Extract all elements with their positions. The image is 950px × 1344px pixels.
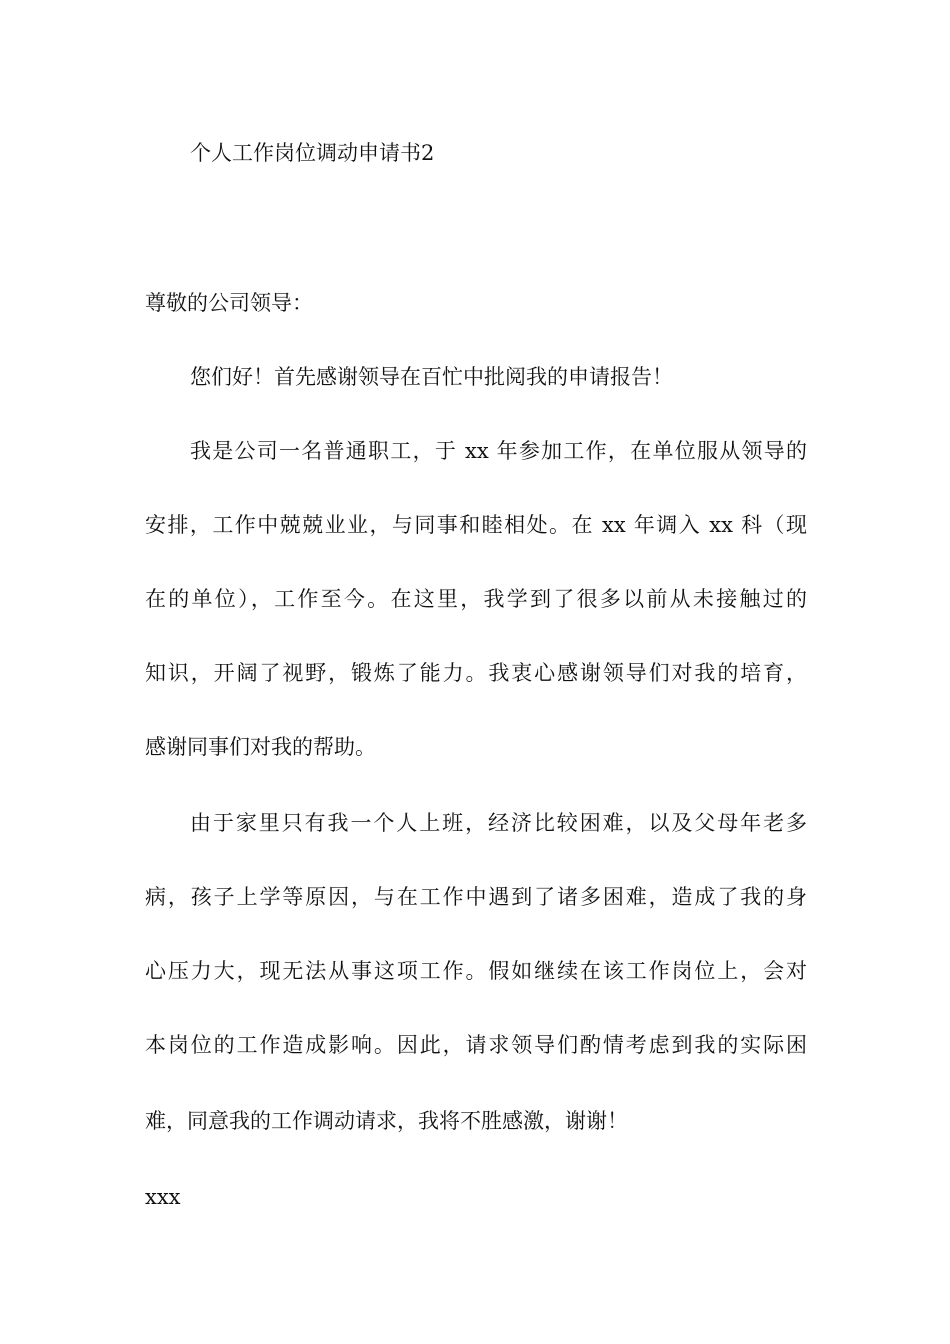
paragraph-line: 您们好！首先感谢领导在百忙中批阅我的申请报告！ [190,365,673,389]
paragraph-line: 难，同意我的工作调动请求，我将不胜感激，谢谢！ [145,1109,628,1133]
document-title: 个人工作岗位调动申请书2 [190,141,435,165]
paragraph-line: 知识，开阔了视野，锻炼了能力。我衷心感谢领导们对我的培育， [145,661,807,685]
paragraph-line: 安排，工作中兢兢业业，与同事和睦相处。在 xx 年调入 xx 科（现 [145,513,807,537]
paragraph-line: 感谢同事们对我的帮助。 [145,735,376,759]
paragraph-line: 我是公司一名普通职工，于 xx 年参加工作，在单位服从领导的 [190,439,807,463]
salutation: 尊敬的公司领导： [145,291,313,315]
paragraph-line: 本岗位的工作造成影响。因此，请求领导们酌情考虑到我的实际困 [145,1033,807,1057]
paragraph-line: 在的单位），工作至今。在这里，我学到了很多以前从未接触过的 [145,587,807,611]
paragraph-line: 病，孩子上学等原因，与在工作中遇到了诸多困难，造成了我的身 [145,885,807,909]
signature: xxx [145,1185,181,1209]
paragraph-line: 由于家里只有我一个人上班，经济比较困难，以及父母年老多 [190,811,807,835]
paragraph-line: 心压力大，现无法从事这项工作。假如继续在该工作岗位上，会对 [145,959,807,983]
